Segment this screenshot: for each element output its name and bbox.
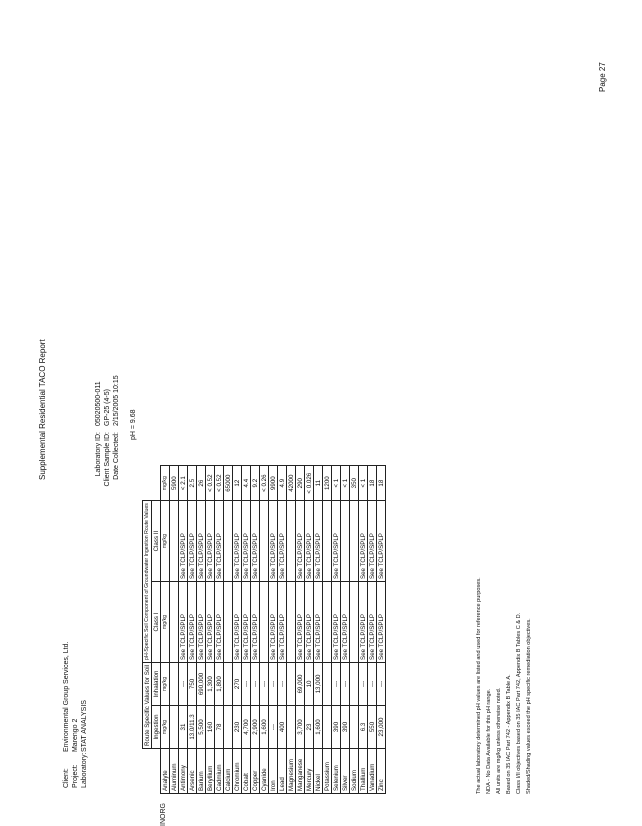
analyte-name: Iron <box>269 749 278 794</box>
result-value: 18 <box>377 466 386 501</box>
inhalation-value: --- <box>341 662 350 705</box>
result-value: 65000 <box>224 466 233 501</box>
class1-value: See TCLP/SPLP <box>179 582 188 663</box>
table-row <box>269 466 278 794</box>
class2-value: See TCLP/SPLP <box>269 501 278 582</box>
analyte-name: Aluminum <box>170 749 179 794</box>
ingestion-value: 160 <box>206 705 215 748</box>
inorg-label: INORG <box>160 803 167 826</box>
analyte-name: Thallium <box>359 749 368 794</box>
units-ingestion: mg/kg <box>161 705 170 748</box>
inhalation-value: 10 <box>305 662 314 705</box>
project-label: Project: <box>72 764 79 788</box>
table-row <box>197 466 206 794</box>
class2-value: See TCLP/SPLP <box>179 501 188 582</box>
ingestion-value: 13.0/11.3 <box>188 705 197 748</box>
inhalation-value: --- <box>368 662 377 705</box>
table-row <box>377 466 386 794</box>
sample-id-row <box>103 366 112 488</box>
class1-value: See TCLP/SPLP <box>188 582 197 663</box>
class1-value <box>323 582 332 663</box>
lab-id-label: Laboratory ID: <box>95 432 102 477</box>
result-value: 4.9 <box>278 466 287 501</box>
date-collected-row <box>112 366 121 488</box>
analyte-name: Cadmium <box>215 749 224 794</box>
class1-value: See TCLP/SPLP <box>206 582 215 663</box>
ingestion-value <box>350 705 359 748</box>
class2-header: Class II <box>152 501 161 582</box>
class1-value: See TCLP/SPLP <box>296 582 305 663</box>
analyte-name: Manganese <box>296 749 305 794</box>
result-value: 26 <box>197 466 206 501</box>
footnotes <box>474 577 534 794</box>
table-row <box>224 466 233 794</box>
class1-value: See TCLP/SPLP <box>242 582 251 663</box>
class2-value <box>224 501 233 582</box>
inhalation-value: 270 <box>233 662 242 705</box>
result-value: < 1 <box>332 466 341 501</box>
result-value: 12 <box>233 466 242 501</box>
ingestion-value: 3,700 <box>296 705 305 748</box>
result-value: 42000 <box>287 466 296 501</box>
footnote: NDA - No Data Available for this pH range. <box>486 688 492 794</box>
table-row <box>188 466 197 794</box>
ingestion-value: 230 <box>233 705 242 748</box>
report-title: Supplemental Residential TACO Report <box>38 339 47 480</box>
class2-value: See TCLP/SPLP <box>242 501 251 582</box>
class2-value: See TCLP/SPLP <box>377 501 386 582</box>
class2-value: See TCLP/SPLP <box>332 501 341 582</box>
client-info-block <box>62 642 89 788</box>
project-row <box>71 642 80 788</box>
analyte-name: Beryllium <box>206 749 215 794</box>
class2-value: See TCLP/SPLP <box>305 501 314 582</box>
class1-value: See TCLP/SPLP <box>314 582 323 663</box>
ingestion-header: Ingestion <box>152 705 161 748</box>
ingestion-value: 4,700 <box>242 705 251 748</box>
sample-id-value: GP-25 (4-5) <box>104 389 111 426</box>
table-row <box>323 466 332 794</box>
class1-value: See TCLP/SPLP <box>368 582 377 663</box>
class2-value <box>341 501 350 582</box>
footnote: The actual laboratory determined pH values are listed and used for reference purposes. <box>476 577 482 794</box>
result-value: < 0.26 <box>260 466 269 501</box>
result-value: 1200 <box>323 466 332 501</box>
analyte-header: Analyte <box>161 749 170 794</box>
sample-info-block <box>94 366 121 488</box>
result-value: < 0.52 <box>215 466 224 501</box>
route-group-header: Route Specific Values for Soil <box>143 662 152 748</box>
class1-value: See TCLP/SPLP <box>233 582 242 663</box>
class1-value: See TCLP/SPLP <box>359 582 368 663</box>
inhalation-value: 690,000 <box>197 662 206 705</box>
table-row <box>287 466 296 794</box>
table-row <box>359 466 368 794</box>
analyte-name: Mercury <box>305 749 314 794</box>
table-row <box>305 466 314 794</box>
class1-value <box>224 582 233 663</box>
analyte-name: Calcium <box>224 749 233 794</box>
class1-value: See TCLP/SPLP <box>215 582 224 663</box>
column-header-row <box>152 466 161 794</box>
analyte-name: Chromium <box>233 749 242 794</box>
analyte-name: Vanadium <box>368 749 377 794</box>
class2-value <box>170 501 179 582</box>
analyte-name: Antimony <box>179 749 188 794</box>
ingestion-value: 1,600 <box>260 705 269 748</box>
lab-id-value: 05020500-011 <box>95 381 102 426</box>
inhalation-value: --- <box>251 662 260 705</box>
class1-value <box>260 582 269 663</box>
class2-value: See TCLP/SPLP <box>296 501 305 582</box>
class2-value: See TCLP/SPLP <box>314 501 323 582</box>
table-row <box>170 466 179 794</box>
page-number: Page 27 <box>598 62 607 92</box>
class2-value <box>323 501 332 582</box>
laboratory-value: STAT ANALYSIS <box>81 700 88 753</box>
table-row <box>215 466 224 794</box>
table-row <box>233 466 242 794</box>
ingestion-value <box>287 705 296 748</box>
inhalation-value: 1,300 <box>206 662 215 705</box>
class1-value: See TCLP/SPLP <box>278 582 287 663</box>
footnote: Class I/II objectives based on 35 IAC Part 742, Appendix B Tables C & D. <box>516 612 522 794</box>
analyte-name: Cyanide <box>260 749 269 794</box>
class2-value <box>350 501 359 582</box>
class1-value: See TCLP/SPLP <box>197 582 206 663</box>
taco-table <box>142 465 386 794</box>
date-collected-label: Date Collected: <box>113 432 120 480</box>
ingestion-value: 550 <box>368 705 377 748</box>
result-value: 290 <box>296 466 305 501</box>
class2-value: See TCLP/SPLP <box>359 501 368 582</box>
blank-header-cell <box>143 749 152 794</box>
laboratory-label: Laboratory: <box>81 752 88 788</box>
ingestion-value: 5,500 <box>197 705 206 748</box>
ingestion-value: --- <box>269 705 278 748</box>
ingestion-value: 390 <box>341 705 350 748</box>
table-row <box>242 466 251 794</box>
units-row <box>161 466 170 794</box>
result-value: 5900 <box>170 466 179 501</box>
inhalation-value: --- <box>260 662 269 705</box>
table-row <box>260 466 269 794</box>
table-body <box>170 466 386 794</box>
class2-value: See TCLP/SPLP <box>197 501 206 582</box>
analyte-name: Copper <box>251 749 260 794</box>
class1-value <box>287 582 296 663</box>
blank-header-cell-3 <box>152 749 161 794</box>
class2-value: See TCLP/SPLP <box>368 501 377 582</box>
ingestion-value: 1,600 <box>314 705 323 748</box>
analyte-name: Selenium <box>332 749 341 794</box>
inhalation-value: --- <box>377 662 386 705</box>
table-row <box>341 466 350 794</box>
ingestion-value: 78 <box>215 705 224 748</box>
analyte-name: Nickel <box>314 749 323 794</box>
result-value: 9900 <box>269 466 278 501</box>
sample-id-label: Client Sample ID: <box>104 432 111 487</box>
laboratory-row <box>80 642 89 788</box>
class2-value: See TCLP/SPLP <box>233 501 242 582</box>
inhalation-value: --- <box>179 662 188 705</box>
result-value: < 0.52 <box>206 466 215 501</box>
ingestion-value: 6.3 <box>359 705 368 748</box>
class1-value: See TCLP/SPLP <box>332 582 341 663</box>
inhalation-value <box>170 662 179 705</box>
units-class1: mg/kg <box>161 582 170 663</box>
result-value: 2.5 <box>188 466 197 501</box>
class2-value: See TCLP/SPLP <box>251 501 260 582</box>
client-label: Client: <box>63 768 70 788</box>
analyte-name: Sodium <box>350 749 359 794</box>
project-value: Marengo 2 <box>72 718 79 753</box>
class1-value: See TCLP/SPLP <box>269 582 278 663</box>
table-row <box>179 466 188 794</box>
footnote: Based on 35 IAC Part 742 - Appendix B Table A. <box>506 674 512 794</box>
class2-value: See TCLP/SPLP <box>278 501 287 582</box>
group-header-row <box>143 466 152 794</box>
result-value: < 1 <box>341 466 350 501</box>
class1-value: See TCLP/SPLP <box>377 582 386 663</box>
class1-value: See TCLP/SPLP <box>305 582 314 663</box>
table-row <box>368 466 377 794</box>
result-value: 9.2 <box>251 466 260 501</box>
inhalation-value: 750 <box>188 662 197 705</box>
class1-value <box>350 582 359 663</box>
ingestion-value: 23 <box>305 705 314 748</box>
inhalation-value: 1,800 <box>215 662 224 705</box>
client-row <box>62 642 71 788</box>
table-row <box>206 466 215 794</box>
class1-header: Class I <box>152 582 161 663</box>
inhalation-value: --- <box>278 662 287 705</box>
ph-value: pH = 9.68 <box>130 409 137 440</box>
blank-header-cell-2 <box>143 466 152 501</box>
class2-value: See TCLP/SPLP <box>206 501 215 582</box>
analyte-name: Magnesium <box>287 749 296 794</box>
table-row <box>251 466 260 794</box>
ingestion-value: 400 <box>278 705 287 748</box>
ingestion-value: 390 <box>332 705 341 748</box>
units-inhalation: mg/kg <box>161 662 170 705</box>
lab-id-row <box>94 366 103 488</box>
analyte-name: Arsenic <box>188 749 197 794</box>
inhalation-value: --- <box>269 662 278 705</box>
inhalation-value: --- <box>242 662 251 705</box>
ingestion-value <box>323 705 332 748</box>
class1-value: See TCLP/SPLP <box>341 582 350 663</box>
table-row <box>278 466 287 794</box>
result-value: 18 <box>368 466 377 501</box>
result-value: 4.4 <box>242 466 251 501</box>
table-row <box>296 466 305 794</box>
inhalation-value: --- <box>332 662 341 705</box>
date-collected-value: 2/15/2005 10:15 <box>113 375 120 426</box>
analyte-name: Potassium <box>323 749 332 794</box>
units-class2: mg/kg <box>161 501 170 582</box>
client-value: Environmental Group Services, Ltd. <box>63 641 70 753</box>
class2-value: See TCLP/SPLP <box>215 501 224 582</box>
analyte-name: Barium <box>197 749 206 794</box>
class1-value <box>170 582 179 663</box>
result-value: 350 <box>350 466 359 501</box>
inhalation-value <box>350 662 359 705</box>
analyte-name: Lead <box>278 749 287 794</box>
result-value: < 2.1 <box>179 466 188 501</box>
ingestion-value <box>224 705 233 748</box>
result-value: < 1 <box>359 466 368 501</box>
class1-value: See TCLP/SPLP <box>251 582 260 663</box>
blank-header-cell-4 <box>152 466 161 501</box>
inhalation-header: Inhalation <box>152 662 161 705</box>
footnote: Shaded/Shading values exceed the pH specific remediation objectives. <box>526 618 532 794</box>
inhalation-value: --- <box>359 662 368 705</box>
result-value: < 0.026 <box>305 466 314 501</box>
ph-group-header: pH-Specific Soil Component of Groundwater Ingestion Route Values <box>143 501 152 663</box>
table-row <box>350 466 359 794</box>
inhalation-value <box>224 662 233 705</box>
inhalation-value <box>323 662 332 705</box>
inhalation-value <box>287 662 296 705</box>
class2-value: See TCLP/SPLP <box>188 501 197 582</box>
inhalation-value: 69,000 <box>296 662 305 705</box>
footnote: All units are mg/kg unless otherwise noted. <box>496 687 502 794</box>
analyte-name: Silver <box>341 749 350 794</box>
ingestion-value: 31 <box>179 705 188 748</box>
analyte-name: Cobalt <box>242 749 251 794</box>
analyte-name: Zinc <box>377 749 386 794</box>
table-row <box>314 466 323 794</box>
inhalation-value: 13,000 <box>314 662 323 705</box>
ingestion-value <box>170 705 179 748</box>
class2-value <box>260 501 269 582</box>
ingestion-value: 2,900 <box>251 705 260 748</box>
result-value: 11 <box>314 466 323 501</box>
class2-value <box>287 501 296 582</box>
table-row <box>332 466 341 794</box>
units-result: mg/kg <box>161 466 170 501</box>
ingestion-value: 23,000 <box>377 705 386 748</box>
